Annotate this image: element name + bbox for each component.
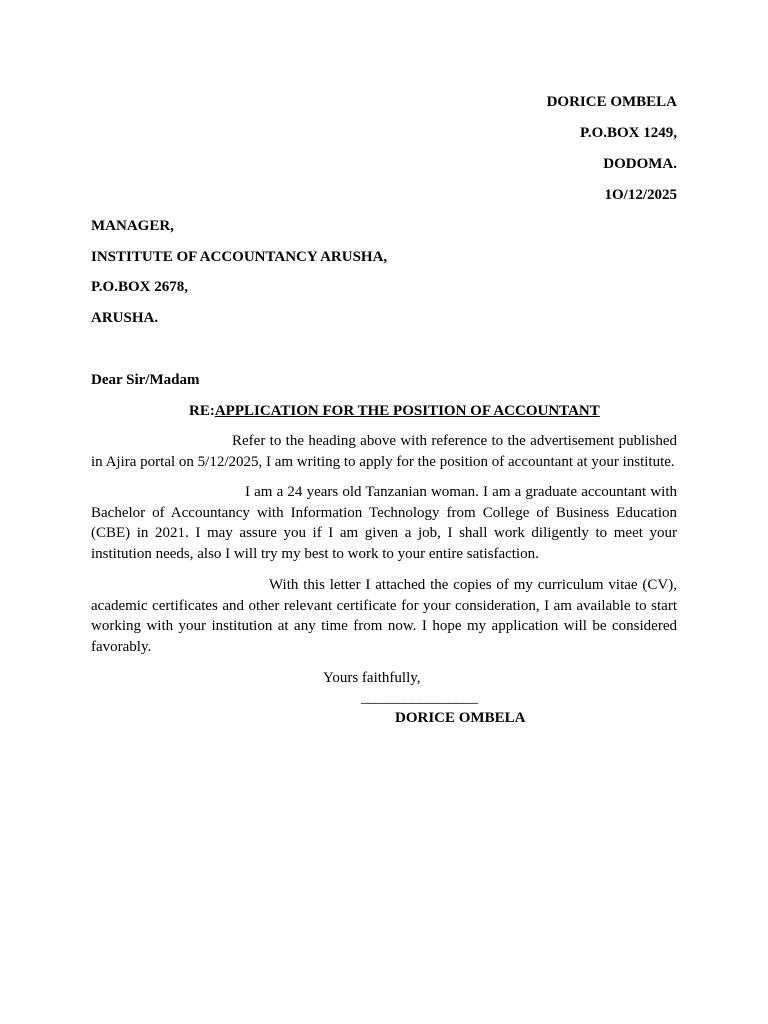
body-paragraph-2: I am a 24 years old Tanzanian woman. I am a graduate accountant with Bachelor of Accountancy with Information Technology from College of Business Education (CBE) in 2021. I may assure you if I am given a job, I shall work diligently to meet your institution needs, also I will try my best to work to your entire satisfaction. [91, 484, 677, 563]
salutation: Dear Sir/Madam [91, 372, 200, 388]
recipient-title: MANAGER, [91, 218, 174, 234]
signatory-name: DORICE OMBELA [395, 710, 526, 726]
subject-line [189, 401, 600, 421]
sender-city: DODOMA. [603, 156, 677, 172]
letter-date: 1O/12/2025 [604, 187, 677, 203]
recipient-institution: INSTITUTE OF ACCOUNTANCY ARUSHA, [91, 249, 388, 265]
sender-pobox: P.O.BOX 1249, [580, 125, 677, 141]
recipient-pobox: P.O.BOX 2678, [91, 279, 188, 295]
body-paragraph-3: With this letter I attached the copies of my curriculum vitae (CV), academic certificates and other relevant certificate for your consideration, I am available to start working with your institution at any time from now. I hope my application will be considered favorably. [91, 577, 677, 656]
signature-line: ________________ [361, 690, 478, 706]
sender-name: DORICE OMBELA [546, 94, 677, 110]
subject-prefix: RE: [189, 403, 215, 419]
body-paragraph-1: Refer to the heading above with reference to the advertisement published in Ajira portal on 5/12/2025, I am writing to apply for the position of accountant at your institute. [91, 433, 677, 470]
valediction: Yours faithfully, [323, 670, 421, 686]
recipient-city: ARUSHA. [91, 310, 159, 326]
subject-text: APPLICATION FOR THE POSITION OF ACCOUNTANT [214, 403, 600, 419]
